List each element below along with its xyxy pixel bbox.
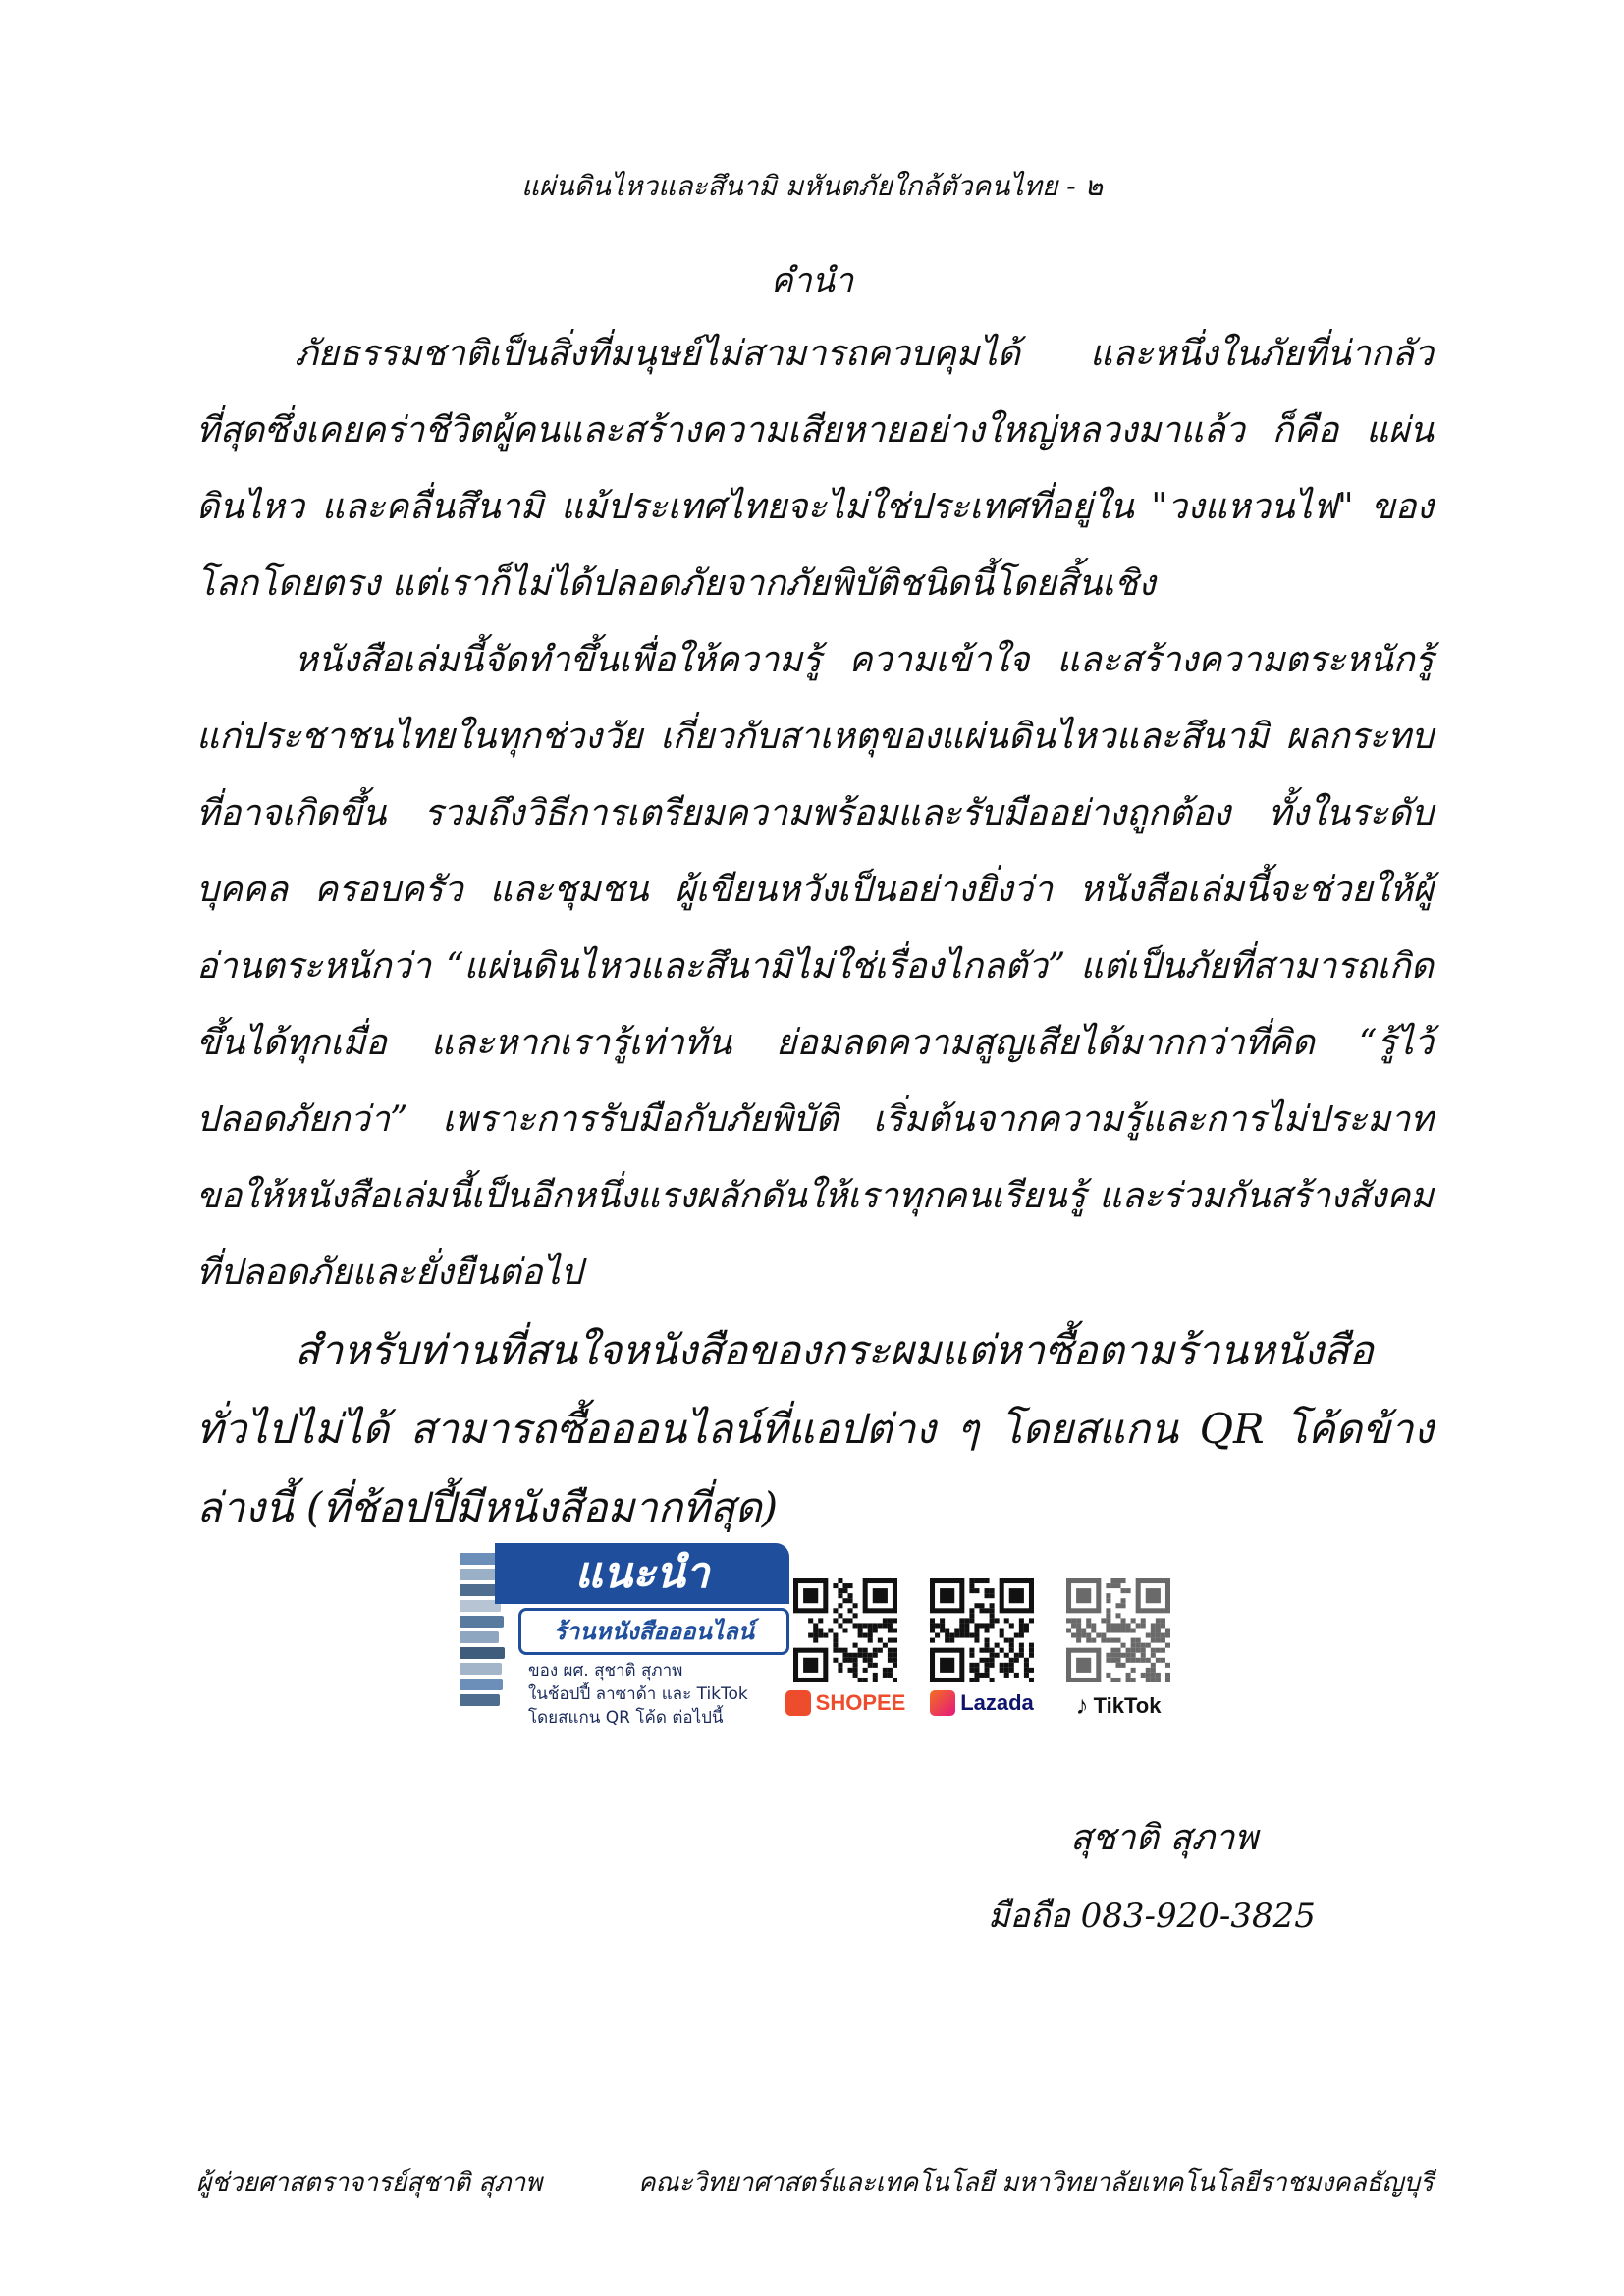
shopee-name: SHOPEE (815, 1690, 906, 1715)
shopee-qr-block[interactable] (782, 1578, 909, 1716)
paragraph-3-text: สำหรับท่านที่สนใจหนังสือของกระผมแต่หาซื้อตามร้านหนังสือทั่วไปไม่ได้ สามารถซื้อออนไลน์ที่แอปต่าง ๆ โดยสแกน QR โค้ดข้างล่างนี้ (ที่ช้อปปี้มีหนังสือมากที่สุด) (196, 1326, 1434, 1531)
shopee-qr-code[interactable] (793, 1578, 897, 1682)
tiktok-name: TikTok (1093, 1692, 1162, 1718)
shopee-label (782, 1690, 909, 1716)
tiktok-qr-block[interactable] (1055, 1578, 1182, 1721)
lazada-heart-icon (930, 1690, 955, 1716)
promo-line: ในช้อปปี้ ลาซาด้า และ TikTok (528, 1684, 748, 1704)
signature-name: สุชาติ สุภาพ (1070, 1818, 1259, 1858)
promo-subheadline: ร้านหนังสือออนไลน์ (518, 1608, 789, 1655)
footer-author: ผู้ช่วยศาสตราจารย์สุชาติ สุภาพ (196, 2168, 543, 2198)
tiktok-qr-code[interactable] (1066, 1578, 1170, 1682)
footer-affiliation: คณะวิทยาศาสตร์และเทคโนโลยี มหาวิทยาลัยเทคโนโลยีราชมงคลธัญบุรี (638, 2168, 1434, 2198)
page-title: คำนำ (770, 261, 854, 300)
lazada-label (918, 1690, 1046, 1716)
paragraph-1-text: ภัยธรรมชาติเป็นสิ่งที่มนุษย์ไม่สามารถควบคุมได้ และหนึ่งในภัยที่น่ากลัวที่สุดซึ่งเคยคร่าชีวิตผู้คนและสร้างความเสียหายอย่างใหญ่หลวงมาแล้ว ก็คือ แผ่นดินไหว และคลื่นสึนามิ แม้ประเทศไทยจะไม่ใช่ประเทศที่อยู่ใน "วงแหวนไฟ" ของโลกโดยตรง แต่เราก็ไม่ได้ปลอดภัยจากภัยพิบัติชนิดนี้โดยสิ้นเชิง (196, 334, 1434, 604)
lazada-qr-block[interactable] (918, 1578, 1046, 1716)
tiktok-label (1055, 1690, 1182, 1721)
paragraph-3 (196, 1311, 1434, 1547)
lazada-name: Lazada (960, 1690, 1034, 1715)
promo-line: ของ ผศ. สุชาติ สุภาพ (528, 1661, 683, 1681)
promo-lines (528, 1659, 793, 1730)
shopee-bag-icon (785, 1690, 811, 1716)
signature-phone: มือถือ 083-920-3825 (988, 1896, 1316, 1936)
tiktok-note-icon: ♪ (1075, 1690, 1089, 1720)
lazada-qr-code[interactable] (930, 1578, 1034, 1682)
paragraph-2-text: หนังสือเล่มนี้จัดทำขึ้นเพื่อให้ความรู้ ความเข้าใจ และสร้างความตระหนักรู้แก่ประชาชนไทยในทุกช่วงวัย เกี่ยวกับสาเหตุของแผ่นดินไหวและสึนามิ ผลกระทบที่อาจเกิดขึ้น รวมถึงวิธีการเตรียมความพร้อมและรับมืออย่างถูกต้อง ทั้งในระดับบุคคล ครอบครัว และชุมชน ผู้เขียนหวังเป็นอย่างยิ่งว่า หนังสือเล่มนี้จะช่วยให้ผู้อ่านตระหนักว่า “แผ่นดินไหวและสึนามิไม่ใช่เรื่องไกลตัว” แต่เป็นภัยที่สามารถเกิดขึ้นได้ทุกเมื่อ และหากเรารู้เท่าทัน ย่อมลดความสูญเสียได้มากกว่าที่คิด “รู้ไว้ ปลอดภัยกว่า” เพราะการรับมือกับภัยพิบัติ เริ่มต้นจากความรู้และการไม่ประมาท ขอให้หนังสือเล่มนี้เป็นอีกหนึ่งแรงผลักดันให้เราทุกคนเรียนรู้ และร่วมกันสร้างสังคมที่ปลอดภัยและยั่งยืนต่อไป (196, 640, 1434, 1293)
promo-line: โดยสแกน QR โค้ด ต่อไปนี้ (528, 1708, 724, 1728)
paragraph-1 (196, 316, 1434, 622)
promo-banner (460, 1543, 793, 1730)
running-header: แผ่นดินไหวและสึนามิ มหันตภัยใกล้ตัวคนไทย - ๒ (520, 170, 1104, 202)
promo-headline: แนะนำ (495, 1543, 789, 1604)
paragraph-2 (196, 622, 1434, 1311)
